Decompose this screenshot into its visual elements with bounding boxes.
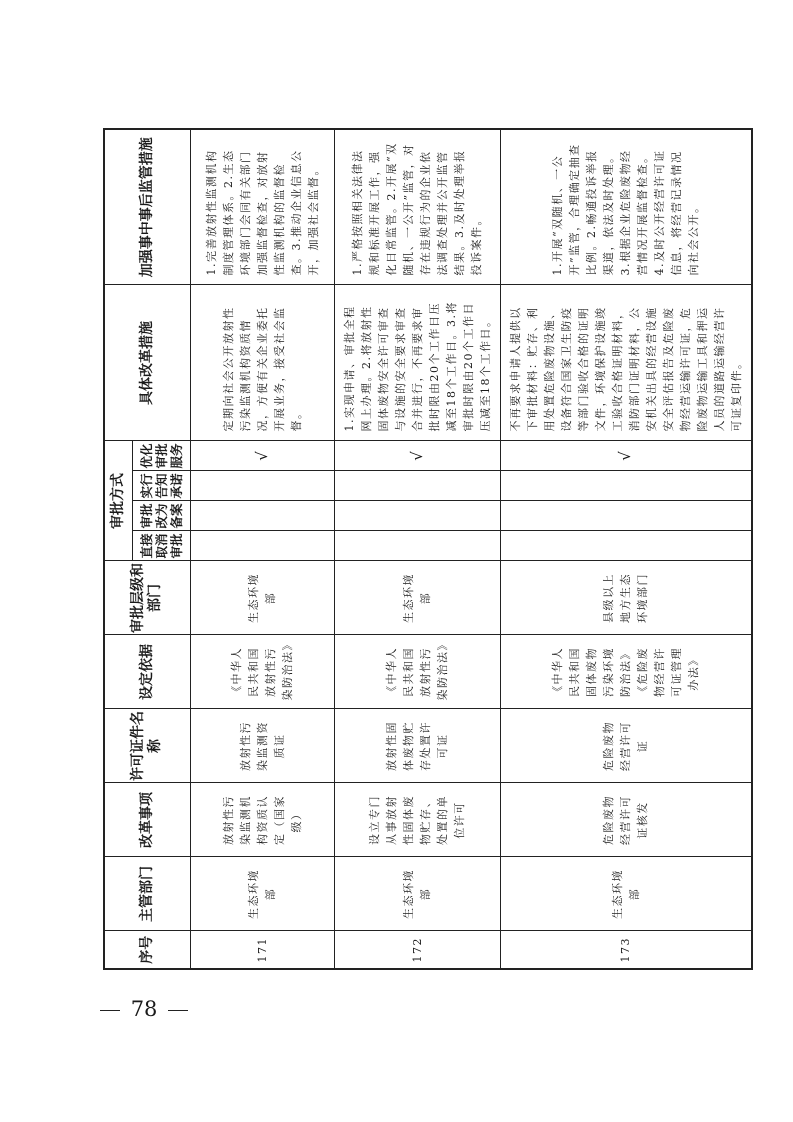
table-row [334,129,500,969]
row-level: 生态环境部 [334,561,500,635]
page-footer [96,994,216,1024]
header-level: 审批层级和部门 [104,561,190,635]
row-level: 县级以上地方生态环境部门 [500,561,752,635]
row-supervision: 1.完善放射性监测机构制度管理体系。2.生态环境部门会同有关部门加强监督检查，对放射性监测机构的监督检查。3.推动企业信息公开，加强社会监督。 [190,129,334,285]
row-method-filing [190,501,334,531]
row-measures: 1.实现申请、审批全程网上办理。2.将放射性固体废物安全许可审查与设施的安全要求审查合并进行，不再要求审批时限由20个工作日压减至18个工作日。3.将审批时限由20个工作日压减至18个工作日。 [334,285,500,441]
row-measures: 定期向社会公开放射性污染监测机构资质情况，方便有关企业委托开展业务，接受社会监督。 [190,285,334,441]
row-seq: 171 [190,931,334,969]
header-dept: 主管部门 [104,857,190,931]
row-method-notify [334,471,500,501]
row-method-optimize-check: √ [500,441,752,471]
rotated-page-frame [103,130,743,970]
row-basis: 《中华人民共和国放射性污染防治法》 [334,635,500,709]
row-supervision: 1.严格按照相关法律法规和标准开展工作，强化日常监管。2.开展“双随机、一公开”监管，对存在违规行为的企业依法调查处理并公开监管结果。3.及时处理举报投诉案件。 [334,129,500,285]
row-method-optimize-check: √ [334,441,500,471]
row-item: 放射性污染监测机构资质认定（国家级） [190,783,334,857]
row-seq: 172 [334,931,500,969]
footer-dash-left [100,1010,120,1011]
row-seq: 173 [500,931,752,969]
row-dept: 生态环境部 [190,857,334,931]
row-item: 设立专门从事放射性固体废物贮存、处置的单位许可 [334,783,500,857]
reform-table [103,128,753,970]
row-license: 危险废物经营许可证 [500,709,752,783]
row-method-notify [190,471,334,501]
row-method-optimize-check: √ [190,441,334,471]
rotated-table-wrapper [103,130,743,970]
header-measures: 具体改革措施 [104,285,190,441]
header-supervision: 加强事中事后监管措施 [104,129,190,285]
row-method-cancel [190,531,334,561]
row-measures: 不再要求申请人提供以下审批材料：贮存、利用处置危险废物设施、设备符合国家卫生防疫等部门验收合格的证明文件，环境保护设施竣工验收合格证明材料，消防部门证明材料，公安机关出具的经营设施安全评估报告及危险废物经营运输许可证，危险废物运输工具和押运人员的道路运输经营许可证复印件。 [500,285,752,441]
header-method-optimize: 优化审批服务 [132,441,190,471]
row-method-cancel [334,531,500,561]
header-method-filing: 审批改为备案 [132,501,190,531]
row-license: 放射性固体废物贮存处置许可证 [334,709,500,783]
row-method-notify [500,471,752,501]
header-approval-method: 审批方式 [104,441,132,561]
header-license: 许可证件名称 [104,709,190,783]
header-item: 改革事项 [104,783,190,857]
footer-dash-right [168,1010,188,1011]
header-method-cancel: 直接取消审批 [132,531,190,561]
row-supervision: 1.开展“双随机、一公开”监管，合理确定抽查比例。2.畅通投诉举报渠道，依法及时处理。3.根据企业危险废物经营情况开展监督检查。4.及时公开经营许可证信息，将经营记录情况向社会公开。 [500,129,752,285]
row-level: 生态环境部 [190,561,334,635]
table-row [190,129,334,969]
row-item: 危险废物经营许可证核发 [500,783,752,857]
header-seq: 序号 [104,931,190,969]
row-license: 放射性污染监测资质证 [190,709,334,783]
table-row [500,129,752,969]
page-number: 78 [130,997,158,1021]
row-dept: 生态环境部 [334,857,500,931]
row-basis: 《中华人民共和国放射性污染防治法》 [190,635,334,709]
header-method-notify: 实行告知承诺 [132,471,190,501]
row-method-cancel [500,531,752,561]
header-basis: 设定依据 [104,635,190,709]
row-dept: 生态环境部 [500,857,752,931]
row-method-filing [500,501,752,531]
row-basis: 《中华人民共和国固体废物污染环境防治法》《危险废物经营许可证管理办法》 [500,635,752,709]
row-method-filing [334,501,500,531]
